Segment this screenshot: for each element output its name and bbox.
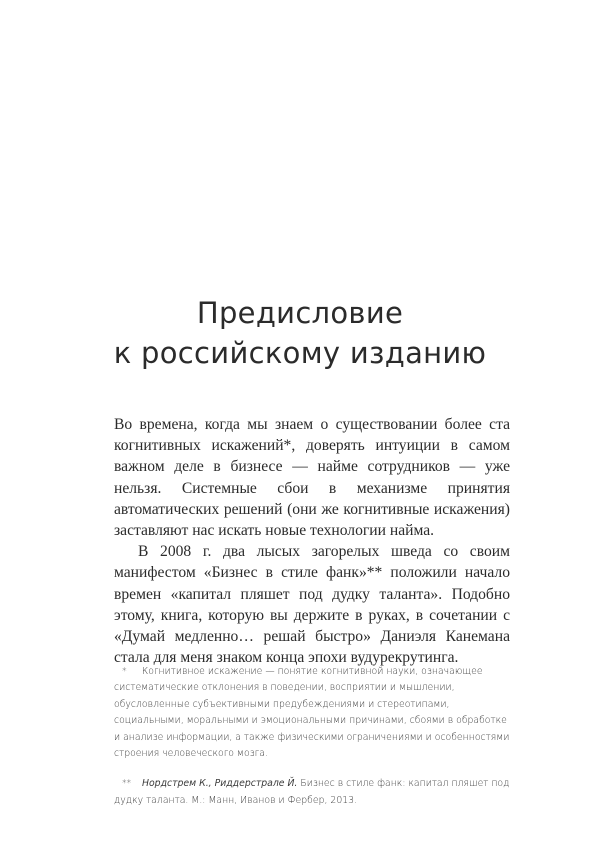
footnote-mark: * — [122, 666, 127, 677]
paragraph-1: Во времена, когда мы знаем о существовании более ста когнитивных искажений*, доверять интуиции в самом важном деле в бизнесе — найме сотрудников — уже нельзя. Системные сбои в механизме принятия автоматических решений (они же когнитивные искажения) заставляют нас искать новые технологии найма. — [114, 416, 510, 540]
chapter-title-line-1: Предисловие — [196, 296, 404, 331]
body-text — [114, 414, 510, 668]
footnote-author: Нордстрем К., Риддерстрале Й. — [142, 778, 298, 790]
footnote-mark: ** — [122, 778, 132, 790]
chapter-title — [0, 293, 600, 373]
footnote-text: Бизнес в стиле фанк: капитал пляшет под дудку таланта. М.: Манн, Иванов и Фербер, 2013. — [114, 778, 510, 806]
footnotes — [114, 664, 510, 823]
footnote-2 — [114, 776, 510, 809]
footnote-1 — [114, 664, 510, 762]
paragraph-2: В 2008 г. два лысых загорелых шведа со своим манифестом «Бизнес в стиле фанк»** положили начало времен «капитал пляшет под дудку таланта». Подобно этому, книга, которую вы держите в руках, в сочетании с «Думай медленно… решай быстро» Даниэля Канемана стала для меня знаком конца эпохи вудурекрутинга. — [114, 543, 510, 667]
footnote-text: Когнитивное искажение — понятие когнитивной науки, означающее систематические отклонения в поведении, восприятии и мышлении, обусловленные субъективными предубеждениями и стереотипами, социальными, моральными и эмоциональными причинами, сбоями в обработке и анализе информации, а также физическими ограничениями и особенностями строения человеческого мозга. — [114, 666, 510, 760]
chapter-title-line-2: к российскому изданию — [113, 336, 487, 371]
